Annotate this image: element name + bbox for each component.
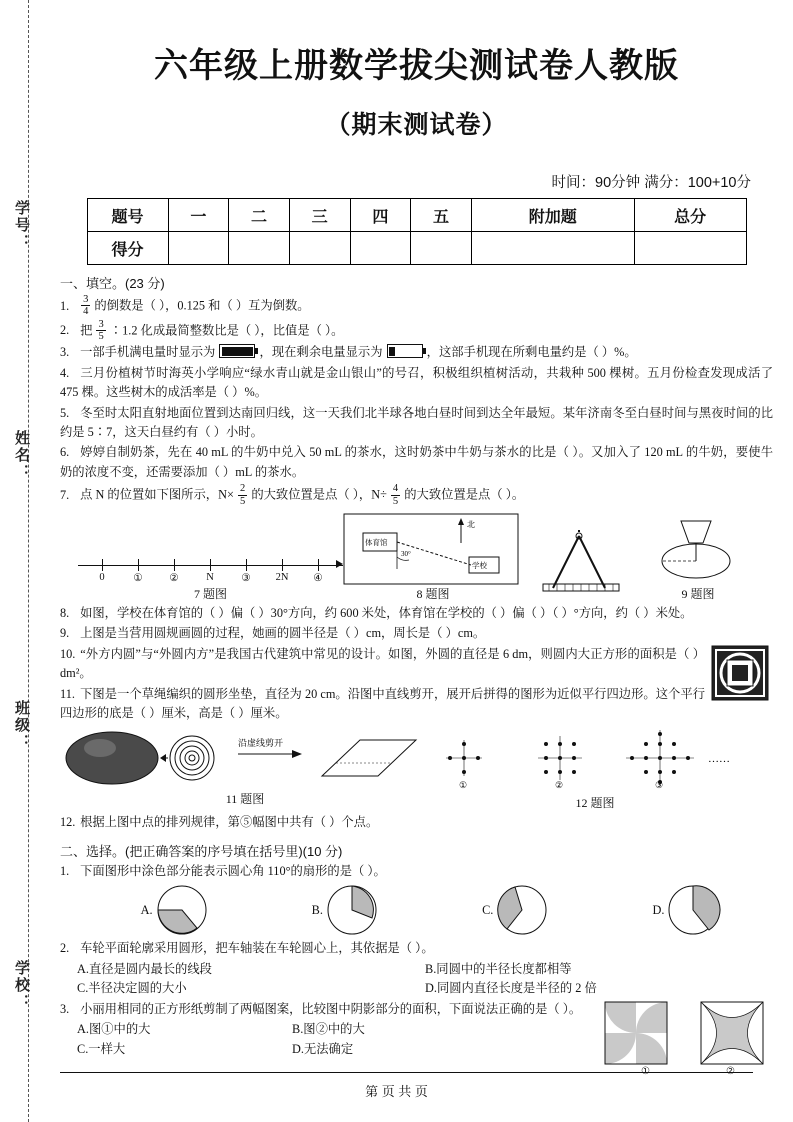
numberline-point-1: ① xyxy=(133,572,143,584)
question-3 xyxy=(60,343,773,362)
choice-3-option-b[interactable]: B.图②中的大 xyxy=(292,1022,365,1037)
choice-2-option-d[interactable]: D.同圆内直径长度是半径的 2 倍 xyxy=(425,981,597,996)
numberline-point-2: ② xyxy=(169,572,179,584)
cushion-cut-diagram xyxy=(60,728,420,790)
score-cell-1[interactable] xyxy=(168,232,229,265)
score-col-1: 一 xyxy=(168,199,229,232)
table-row-header xyxy=(87,199,746,232)
exam-meta: 时间：90分钟 满分：100+10分 xyxy=(551,175,751,191)
question-2-text-a: 把 xyxy=(80,323,93,338)
question-5-number: 5. xyxy=(60,405,70,420)
question-10-text: “外方内圆”与“外圆内方”是我国古代建筑中常见的设计。如图，外圆的直径是 6 dm，则圆内大正方形的面积是（ ）dm²。 xyxy=(60,646,706,681)
choice-2-option-c[interactable]: C.半径决定圆的大小 xyxy=(77,981,187,996)
choice-2-option-a[interactable]: A.直径是圆内最长的线段 xyxy=(77,961,212,976)
question-8 xyxy=(60,604,773,623)
side-label-group xyxy=(8,0,32,1122)
choice-1-options xyxy=(90,883,773,937)
question-8-text: 如图，学校在体育馆的（ ）偏（ ）30°方向，约 600 米处，体育馆在学校的（ ）偏（ ）（ ）°方向，约（ ）米处。 xyxy=(80,605,693,620)
question-6 xyxy=(60,443,773,482)
question-9 xyxy=(60,624,773,643)
svg-text:北: 北 xyxy=(467,519,475,529)
question-7-text-b: 的大致位置是点（ ），N÷ xyxy=(251,487,387,502)
score-table xyxy=(87,198,747,265)
figure-10 xyxy=(711,645,773,701)
figure-11-caption: 11 题图 xyxy=(225,792,265,807)
svg-text:……: …… xyxy=(708,753,730,766)
question-7-number: 7. xyxy=(60,487,70,502)
question-11 xyxy=(60,685,773,724)
square-outside-circle-icon xyxy=(711,645,769,701)
score-col-3: 三 xyxy=(289,199,350,232)
choice-question-1 xyxy=(60,862,773,881)
question-6-number: 6. xyxy=(60,445,70,460)
question-12-number: 12. xyxy=(60,815,76,830)
choice-3-text: 小丽用相同的正方形纸剪制了两幅图案，比较图中阴影部分的面积，下面说法正确的是（ ）。 xyxy=(80,1002,582,1017)
figure-12-caption: 12 题图 xyxy=(575,796,615,811)
score-col-5: 五 xyxy=(411,199,472,232)
choice-1-option-a[interactable] xyxy=(141,883,211,937)
choice-question-3-block xyxy=(60,1000,773,1077)
choice-2-number: 2. xyxy=(60,941,70,956)
choice-2-option-b[interactable]: B.同圆中的半径长度都相等 xyxy=(425,961,572,976)
question-11-text: 下图是一个草绳编织的圆形坐垫，直径为 20 cm。沿图中直线剪开，展开后拼得的图形为近似平行四边形。这个平行四边形的底是（ ）厘米，高是（ ）厘米。 xyxy=(60,686,705,721)
option-d-label: D. xyxy=(652,902,665,917)
figure-8-caption: 8 题图 xyxy=(416,586,450,601)
question-6-text: 婷婷自制奶茶，先在 40 mL 的牛奶中兑入 50 mL 的茶水，这时奶茶中牛奶与茶水的比是（ ）。又加入了 120 mL 的牛奶，要使牛奶的浓度不变，还需要添加（ ）mL 的茶水。 xyxy=(60,445,773,479)
dot-pattern-diagram xyxy=(430,728,756,790)
choice-1-number: 1. xyxy=(60,863,70,878)
choice-3-options xyxy=(60,1020,507,1040)
compass-drawn-circle xyxy=(643,513,749,585)
score-cell-4[interactable] xyxy=(350,232,411,265)
question-4 xyxy=(60,364,773,403)
side-label-school: 学校： xyxy=(13,960,30,1011)
numberline-point-n: N xyxy=(206,571,214,583)
question-7 xyxy=(60,483,773,507)
question-10 xyxy=(60,645,773,684)
choice-1-option-c[interactable] xyxy=(482,883,551,937)
svg-text:学校: 学校 xyxy=(472,560,487,570)
sector-figure-d xyxy=(664,883,722,937)
exam-content xyxy=(60,0,773,1077)
option-c-label: C. xyxy=(482,902,494,917)
question-7-text-c: 的大致位置是点（ ）。 xyxy=(404,487,525,502)
figure-11 xyxy=(60,728,430,807)
question-1-number: 1. xyxy=(60,298,70,313)
figure-7-caption: 7 题图 xyxy=(193,586,227,601)
question-8-number: 8. xyxy=(60,605,70,620)
question-3-text-2: ，现在剩余电量显示为 xyxy=(259,345,383,360)
question-2 xyxy=(60,319,773,343)
choice-1-text: 下面图形中涂色部分能表示圆心角 110°的扇形的是（ ）。 xyxy=(80,863,386,878)
score-col-bonus: 附加题 xyxy=(471,199,634,232)
question-4-number: 4. xyxy=(60,365,70,380)
side-label-student-id: 学号： xyxy=(13,200,30,251)
score-col-total: 总分 xyxy=(634,199,746,232)
figure-7 xyxy=(78,539,343,602)
question-2-number: 2. xyxy=(60,323,70,338)
svg-text:①: ① xyxy=(459,780,468,791)
svg-text:体育馆: 体育馆 xyxy=(365,537,388,547)
choice-3-option-d[interactable]: D.无法确定 xyxy=(292,1042,354,1057)
option-a-label: A. xyxy=(140,902,153,917)
side-label-class: 班级： xyxy=(13,700,30,751)
number-line xyxy=(78,539,343,585)
page-footer xyxy=(0,1081,793,1100)
side-label-name: 姓名： xyxy=(13,430,30,481)
battery-low-icon xyxy=(387,344,423,358)
sector-figure-a xyxy=(153,883,211,937)
question-10-number: 10. xyxy=(60,646,76,661)
cut-arrow xyxy=(238,737,302,758)
svg-text:沿虚线剪开: 沿虚线剪开 xyxy=(238,738,284,749)
figure-9-compass xyxy=(523,530,643,602)
footer-rule xyxy=(60,1072,753,1073)
svg-text:30°: 30° xyxy=(401,549,411,558)
question-3-text-3: ，这部手机现在所剩电量约是（ ）%。 xyxy=(426,345,637,360)
question-1-text: 的倒数是（ ），0.125 和（ ）互为倒数。 xyxy=(94,298,310,313)
numberline-point-4: ④ xyxy=(313,572,323,584)
choice-3-number: 3. xyxy=(60,1002,70,1017)
page-title: 六年级上册数学拔尖测试卷人教版 xyxy=(154,47,679,85)
table-row-score xyxy=(87,232,746,265)
score-col-2: 二 xyxy=(229,199,290,232)
fraction-four-fifths: $\frac{4}{5}$ xyxy=(392,483,399,507)
question-3-text-1: 一部手机满电量时显示为 xyxy=(80,345,216,360)
score-cell-total[interactable] xyxy=(634,232,746,265)
figure-8-drawing xyxy=(343,513,519,585)
figure-9-caption: 9 题图 xyxy=(681,586,715,601)
svg-text:②: ② xyxy=(555,780,564,791)
choice-2-text: 车轮平面轮廓采用圆形，把车轴装在车轮圆心上，其依据是（ ）。 xyxy=(80,941,434,956)
choice-3-option-a[interactable]: A.图①中的大 xyxy=(77,1022,151,1037)
figure-row-789 xyxy=(60,513,773,602)
section-2-title: 二、选择。(把正确答案的序号填在括号里)(10 分) xyxy=(60,843,343,859)
question-11-number: 11. xyxy=(60,686,75,701)
choice-question-2 xyxy=(60,939,773,958)
page-subtitle: （期末测试卷） xyxy=(325,111,508,139)
question-12-text: 根据上图中点的排列规律，第⑤幅图中共有（ ）个点。 xyxy=(80,815,379,830)
question-3-number: 3. xyxy=(60,345,70,360)
figure-choice-3 xyxy=(603,1000,773,1077)
numberline-point-3: ③ xyxy=(241,572,251,584)
numberline-label-2n: 2N xyxy=(275,571,289,583)
section-1-title: 一、填空。(23 分) xyxy=(60,276,165,291)
fraction-two-fifths: $\frac{2}{5}$ xyxy=(239,483,246,507)
question-12 xyxy=(60,813,773,832)
option-b-label: B. xyxy=(311,902,323,917)
fraction-three-quarters: $\frac{3}{4}$ xyxy=(83,294,89,318)
figure-12 xyxy=(430,728,760,811)
fraction-three-fifths: $\frac{3}{5}$ xyxy=(98,318,104,342)
shaded-square-figures xyxy=(603,1000,767,1066)
score-cell-3[interactable] xyxy=(289,232,350,265)
question-9-text: 上图是当营用圆规画圆的过程，她画的圆半径是（ ）cm，周长是（ ）cm。 xyxy=(80,626,486,641)
numberline-label-0: 0 xyxy=(99,571,105,583)
choice-1-option-b[interactable] xyxy=(312,883,381,937)
question-2-text-b: ∶1.2 化成最简整数比是（ ），比值是（ ）。 xyxy=(109,323,344,338)
score-cell-bonus[interactable] xyxy=(471,232,634,265)
figure-row-11-12 xyxy=(60,728,773,811)
figure-9-circle xyxy=(643,513,753,602)
choice-3-option-c[interactable]: C.一样大 xyxy=(77,1042,126,1057)
choice-1-option-d[interactable] xyxy=(652,883,722,937)
question-4-text: 三月份植树节时海英小学响应“绿水青山就是金山银山”的号召，积极组织植树活动，共栽种 500 棵树。五月份检查发现成活了 475 棵。这些树木的成活率是（ ）%。 xyxy=(60,365,774,400)
question-10-block xyxy=(60,645,773,725)
svg-text:③: ③ xyxy=(655,780,664,791)
question-5-text: 冬至时太阳直射地面位置到达南回归线，这一天我们北半球各地白昼时间到达全年最短。某年济南冬至白昼时间与黑夜时间的比约是 5∶7，这天白昼约有（ ）小时。 xyxy=(60,405,773,439)
footer-text: 第 页 共 页 xyxy=(365,1084,428,1099)
compass-icon xyxy=(523,530,639,602)
score-col-4: 四 xyxy=(350,199,411,232)
figure-8 xyxy=(343,513,523,602)
question-1 xyxy=(60,294,773,318)
question-9-number: 9. xyxy=(60,626,70,641)
score-cell-2[interactable] xyxy=(229,232,290,265)
score-table-row-label: 题号 xyxy=(87,199,168,232)
question-5 xyxy=(60,404,773,443)
sector-figure-c xyxy=(493,883,551,937)
question-7-text-a: 点 N 的位置如下图所示，N× xyxy=(80,487,234,502)
choice-2-options xyxy=(60,960,773,980)
score-table-score-label: 得分 xyxy=(87,232,168,265)
score-cell-5[interactable] xyxy=(411,232,472,265)
battery-full-icon xyxy=(219,344,255,358)
sector-figure-b xyxy=(323,883,381,937)
